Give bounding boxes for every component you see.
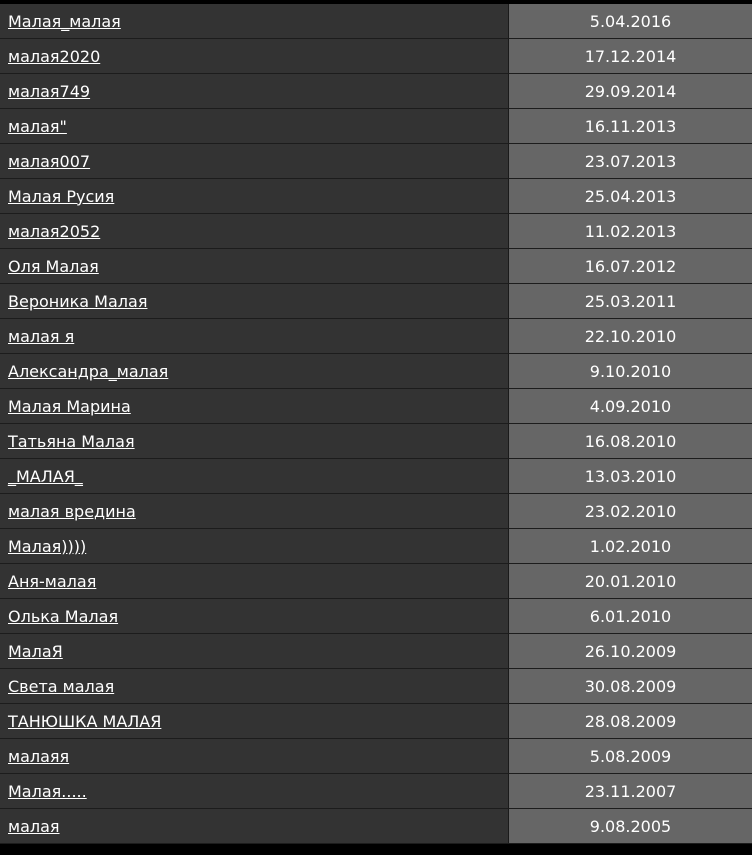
username-cell: [0, 214, 509, 249]
username-cell: [0, 284, 509, 319]
username-cell: [0, 704, 509, 739]
date-cell: 29.09.2014: [509, 74, 752, 109]
date-cell: 6.01.2010: [509, 599, 752, 634]
date-cell: 11.02.2013: [509, 214, 752, 249]
username-cell: [0, 319, 509, 354]
username-cell: [0, 494, 509, 529]
username-link[interactable]: малая вредина: [8, 501, 136, 521]
username-link[interactable]: Малая Марина: [8, 396, 131, 416]
date-cell: 5.04.2016: [509, 4, 752, 39]
username-cell: [0, 669, 509, 704]
users-table-body: [0, 4, 752, 844]
table-row: [0, 634, 752, 669]
table-row: [0, 564, 752, 599]
username-cell: [0, 564, 509, 599]
table-row: [0, 529, 752, 564]
username-cell: [0, 39, 509, 74]
table-row: [0, 774, 752, 809]
username-link[interactable]: Малая)))): [8, 536, 87, 556]
date-cell: 23.02.2010: [509, 494, 752, 529]
table-row: [0, 739, 752, 774]
table-row: [0, 494, 752, 529]
username-cell: [0, 4, 509, 39]
table-row: [0, 389, 752, 424]
table-row: [0, 459, 752, 494]
date-cell: 4.09.2010: [509, 389, 752, 424]
username-cell: [0, 529, 509, 564]
username-link[interactable]: малая": [8, 116, 67, 136]
date-cell: 16.07.2012: [509, 249, 752, 284]
date-cell: 28.08.2009: [509, 704, 752, 739]
users-table: [0, 4, 752, 844]
table-row: [0, 109, 752, 144]
date-cell: 5.08.2009: [509, 739, 752, 774]
date-cell: 30.08.2009: [509, 669, 752, 704]
username-cell: [0, 809, 509, 844]
date-cell: 25.03.2011: [509, 284, 752, 319]
date-cell: 20.01.2010: [509, 564, 752, 599]
date-cell: 17.12.2014: [509, 39, 752, 74]
date-cell: 13.03.2010: [509, 459, 752, 494]
table-row: [0, 74, 752, 109]
username-cell: [0, 599, 509, 634]
username-cell: [0, 249, 509, 284]
date-cell: 16.08.2010: [509, 424, 752, 459]
username-cell: [0, 424, 509, 459]
date-cell: 26.10.2009: [509, 634, 752, 669]
table-row: [0, 424, 752, 459]
table-row: [0, 179, 752, 214]
username-link[interactable]: МалаЯ: [8, 641, 63, 661]
table-row: [0, 669, 752, 704]
username-link[interactable]: малая2052: [8, 221, 101, 241]
username-link[interactable]: Олька Малая: [8, 606, 119, 626]
username-link[interactable]: Александра_малая: [8, 361, 169, 381]
username-link[interactable]: Малая_малая: [8, 11, 121, 31]
username-link[interactable]: Вероника Малая: [8, 291, 148, 311]
date-cell: 23.11.2007: [509, 774, 752, 809]
username-link[interactable]: Света малая: [8, 676, 115, 696]
table-row: [0, 599, 752, 634]
username-cell: [0, 739, 509, 774]
date-cell: 25.04.2013: [509, 179, 752, 214]
table-row: [0, 39, 752, 74]
username-cell: [0, 389, 509, 424]
table-row: [0, 284, 752, 319]
username-link[interactable]: Малая Русия: [8, 186, 115, 206]
username-link[interactable]: Аня-малая: [8, 571, 97, 591]
username-cell: [0, 144, 509, 179]
table-row: [0, 704, 752, 739]
username-link[interactable]: малаяя: [8, 746, 70, 766]
date-cell: 16.11.2013: [509, 109, 752, 144]
username-link[interactable]: малая007: [8, 151, 91, 171]
table-row: [0, 354, 752, 389]
date-cell: 1.02.2010: [509, 529, 752, 564]
table-row: [0, 249, 752, 284]
username-link[interactable]: ТАНЮШКА МАЛАЯ: [8, 711, 162, 731]
username-cell: [0, 179, 509, 214]
table-row: [0, 4, 752, 39]
username-link[interactable]: Татьяна Малая: [8, 431, 135, 451]
table-row: [0, 144, 752, 179]
table-row: [0, 214, 752, 249]
username-link[interactable]: малая я: [8, 326, 75, 346]
table-row: [0, 809, 752, 844]
date-cell: 9.10.2010: [509, 354, 752, 389]
date-cell: 22.10.2010: [509, 319, 752, 354]
username-link[interactable]: малая2020: [8, 46, 101, 66]
username-cell: [0, 109, 509, 144]
username-cell: [0, 459, 509, 494]
table-row: [0, 319, 752, 354]
date-cell: 9.08.2005: [509, 809, 752, 844]
username-cell: [0, 354, 509, 389]
date-cell: 23.07.2013: [509, 144, 752, 179]
username-link[interactable]: Малая.....: [8, 781, 87, 801]
username-cell: [0, 634, 509, 669]
username-link[interactable]: Оля Малая: [8, 256, 99, 276]
username-link[interactable]: _МАЛАЯ_: [8, 466, 83, 486]
username-link[interactable]: малая749: [8, 81, 91, 101]
username-cell: [0, 774, 509, 809]
username-cell: [0, 74, 509, 109]
username-link[interactable]: малая: [8, 816, 60, 836]
bottom-bar: [0, 845, 752, 855]
